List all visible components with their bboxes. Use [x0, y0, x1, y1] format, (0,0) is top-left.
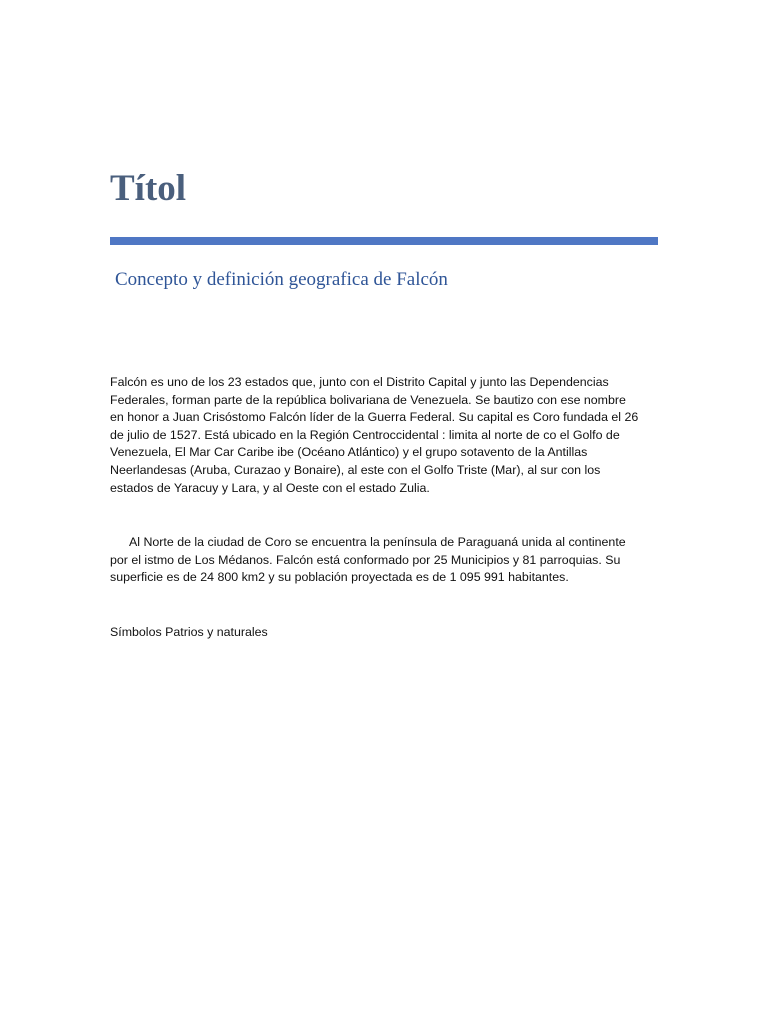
- paragraph-1-line: Federales, forman parte de la república bolivariana de Venezuela. Se bautizo con ese nombre: [110, 392, 626, 407]
- paragraph-1-line: estados de Yaracuy y Lara, y al Oeste con el estado Zulia.: [110, 480, 430, 495]
- paragraph-1-line: de julio de 1527. Está ubicado en la Región Centroccidental : limita al norte de co el Golfo de: [110, 427, 620, 442]
- document-title: Títol: [110, 168, 187, 209]
- paragraph-2: [110, 534, 662, 587]
- paragraph-1-line: Falcón es uno de los 23 estados que, junto con el Distrito Capital y junto las Dependencias: [110, 375, 609, 389]
- paragraph-2-line-text: Al Norte de la ciudad de Coro se encuentra la península de Paraguaná unida al continente: [129, 535, 626, 549]
- paragraph-1-line: Venezuela, El Mar Car Caribe ibe (Océano Atlántico) y el grupo sotavento de la Antillas: [110, 445, 588, 460]
- paragraph-1-line: Neerlandesas (Aruba, Curazao y Bonaire), al este con el Golfo Triste (Mar), al sur con los: [110, 462, 601, 477]
- title-underline-rule: [110, 237, 658, 245]
- paragraph-2-line: por el istmo de Los Médanos. Falcón está conformado por 25 Municipios y 81 parroquias. Su: [110, 552, 621, 567]
- paragraph-2-line: superficie es de 24 800 km2 y su población proyectada es de 1 095 991 habitantes.: [110, 570, 569, 585]
- paragraph-3: [110, 624, 662, 642]
- paragraph-3-line: Símbolos Patrios y naturales: [110, 625, 268, 639]
- paragraph-1-line: en honor a Juan Crisóstomo Falcón líder de la Guerra Federal. Su capital es Coro fundada el 26: [110, 410, 639, 425]
- paragraph-2-first-line: [110, 534, 662, 552]
- paragraph-1: [110, 374, 662, 497]
- document-subtitle: Concepto y definición geografica de Falcón: [115, 269, 448, 290]
